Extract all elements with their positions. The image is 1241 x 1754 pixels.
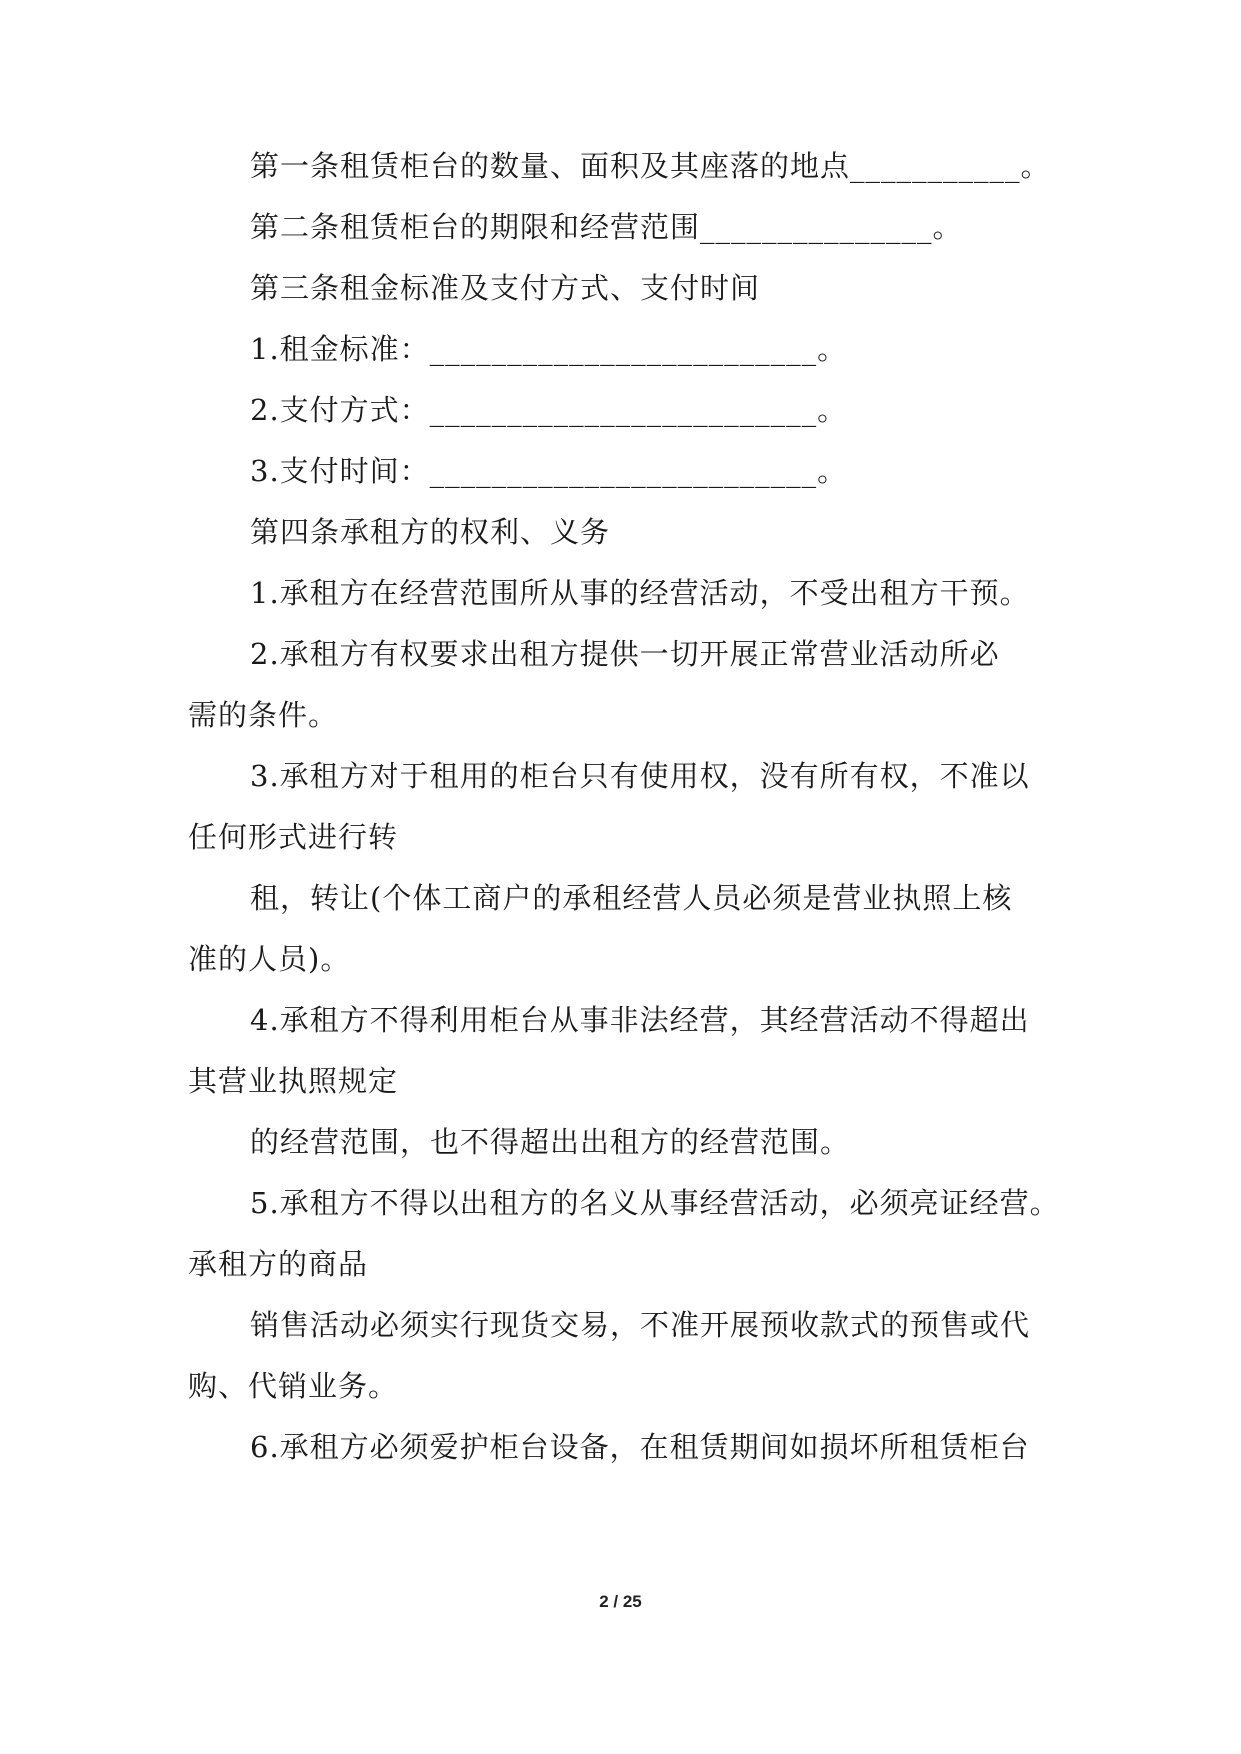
page-number: 2 / 25 (599, 1592, 642, 1611)
clause-2-line: 2.承租方有权要求出租方提供一切开展正常营业活动所必 (250, 637, 1000, 671)
clause-4-line: 4.承租方不得利用柜台从事非法经营，其经营活动不得超出 (250, 1003, 1030, 1037)
clause-3-paragraph: 租，转让(个体工商户的承租经营人员必须是营业执照上核 (250, 881, 1013, 915)
clause-1-line: 1.承租方在经营范围所从事的经营活动，不受出租方干预。 (250, 576, 1030, 610)
clause-5-line: 5.承租方不得以出租方的名义从事经营活动，必须亮证经营。 (250, 1186, 1060, 1220)
payment-time-line: 3.支付时间：_________________________。 (250, 454, 848, 488)
clause-3-line: 3.承租方对于租用的柜台只有使用权，没有所有权，不准以 (250, 759, 1030, 793)
clause-5-paragraph: 销售活动必须实行现货交易，不准开展预收款式的预售或代 (250, 1308, 1031, 1342)
article-1-line: 第一条租赁柜台的数量、面积及其座落的地点___________。 (250, 149, 1051, 183)
clause-4-paragraph: 的经营范围，也不得超出出租方的经营范围。 (250, 1125, 851, 1159)
clause-2-continuation: 需的条件。 (188, 698, 339, 732)
clause-4-continuation: 其营业执照规定 (188, 1064, 399, 1098)
clause-3-continuation: 任何形式进行转 (188, 820, 399, 854)
article-3-heading: 第三条租金标准及支付方式、支付时间 (250, 271, 761, 305)
article-2-line: 第二条租赁柜台的期限和经营范围_______________。 (250, 210, 963, 244)
clause-5-paragraph-continuation: 购、代销业务。 (188, 1369, 399, 1403)
clause-6-line: 6.承租方必须爱护柜台设备，在租赁期间如损坏所租赁柜台 (250, 1430, 1030, 1464)
article-4-heading: 第四条承租方的权利、义务 (250, 515, 611, 549)
clause-3-paragraph-continuation: 准的人员)。 (188, 942, 351, 976)
payment-method-line: 2.支付方式：_________________________。 (250, 393, 848, 427)
rent-standard-line: 1.租金标准：_________________________。 (250, 332, 848, 366)
clause-5-continuation: 承租方的商品 (188, 1247, 369, 1281)
